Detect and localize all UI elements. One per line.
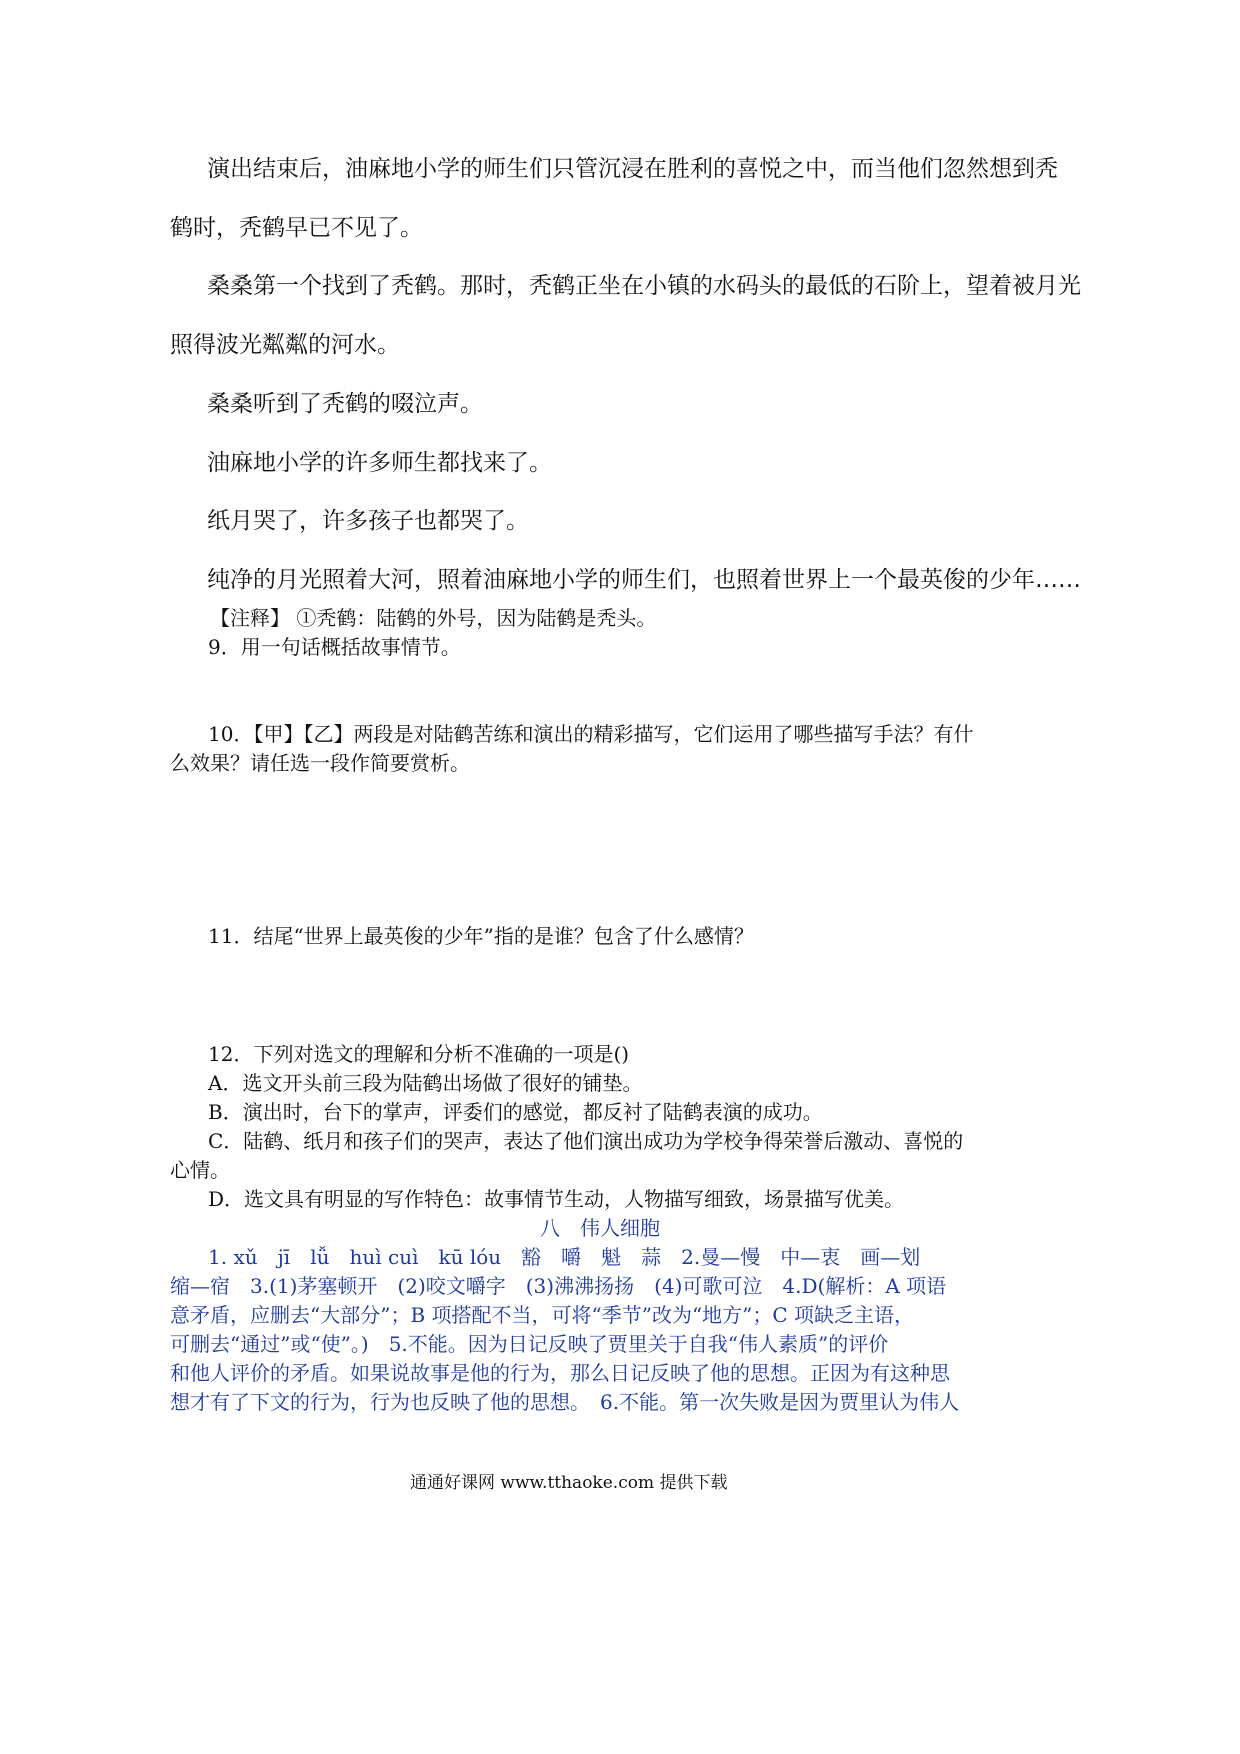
- story-paragraph-2-line-1: 桑桑第一个找到了秃鹤。那时，秃鹤正坐在小镇的水码头的最低的石阶上，望着被月光: [207, 273, 1081, 299]
- question-12: 12．下列对选文的理解和分析不准确的一项是(): [208, 1042, 630, 1066]
- answers-line-1: 1. xǔ jī lǚ huì cuì kū lóu 豁 嚼 魁 蒜 2.曼—慢 中—衷 画—划: [208, 1245, 921, 1269]
- story-paragraph-6: 纯净的月光照着大河，照着油麻地小学的师生们，也照着世界上一个最英俊的少年……: [207, 567, 1081, 593]
- question-11: 11．结尾“世界上最英俊的少年”指的是谁？包含了什么感情？: [208, 924, 754, 948]
- question-12-option-d: D．选文具有明显的写作特色：故事情节生动，人物描写细致，场景描写优美。: [208, 1187, 905, 1211]
- story-paragraph-1-line-2: 鹤时，秃鹤早已不见了。: [170, 215, 423, 241]
- page-footer: 通通好课网 www.tthaoke.com 提供下载: [410, 1473, 728, 1493]
- annotation-note: 【注释】 ①秃鹤：陆鹤的外号，因为陆鹤是秃头。: [210, 606, 657, 630]
- story-paragraph-1-line-1: 演出结束后，油麻地小学的师生们只管沉浸在胜利的喜悦之中，而当他们忽然想到秃: [207, 156, 1058, 182]
- story-paragraph-4: 油麻地小学的许多师生都找来了。: [207, 450, 552, 476]
- question-10-line-1: 10．【甲】【乙】两段是对陆鹤苦练和演出的精彩描写，它们运用了哪些描写手法？有什: [208, 722, 974, 746]
- story-paragraph-2-line-2: 照得波光粼粼的河水。: [170, 332, 400, 358]
- answers-line-6: 想才有了下文的行为，行为也反映了他的思想。 6.不能。第一次失败是因为贾里认为伟人: [170, 1390, 960, 1414]
- story-paragraph-5: 纸月哭了，许多孩子也都哭了。: [207, 508, 529, 534]
- question-9: 9．用一句话概括故事情节。: [208, 635, 461, 659]
- question-12-option-c-line-2: 心情。: [170, 1158, 230, 1182]
- answers-line-5: 和他人评价的矛盾。如果说故事是他的行为，那么日记反映了他的思想。正因为有这种思: [170, 1361, 950, 1385]
- answers-line-3: 意矛盾，应删去“大部分”；B 项搭配不当，可将“季节”改为“地方”；C 项缺乏主语，: [170, 1303, 915, 1327]
- question-10-line-2: 么效果？请任选一段作简要赏析。: [170, 751, 470, 775]
- question-12-option-c-line-1: C．陆鹤、纸月和孩子们的哭声，表达了他们演出成功为学校争得荣誉后激动、喜悦的: [208, 1129, 964, 1153]
- story-paragraph-3: 桑桑听到了秃鹤的啜泣声。: [207, 391, 483, 417]
- question-12-option-b: B．演出时，台下的掌声，评委们的感觉，都反衬了陆鹤表演的成功。: [208, 1100, 823, 1124]
- answers-heading: 八 伟人细胞: [540, 1216, 660, 1240]
- answers-line-2: 缩—宿 3.(1)茅塞顿开 (2)咬文嚼字 (3)沸沸扬扬 (4)可歌可泣 4.D(解析：A 项语: [170, 1274, 947, 1298]
- answers-line-4: 可删去“通过”或“使”。) 5.不能。因为日记反映了贾里关于自我“伟人素质”的评价: [170, 1332, 889, 1356]
- question-12-option-a: A．选文开头前三段为陆鹤出场做了很好的铺垫。: [208, 1071, 643, 1095]
